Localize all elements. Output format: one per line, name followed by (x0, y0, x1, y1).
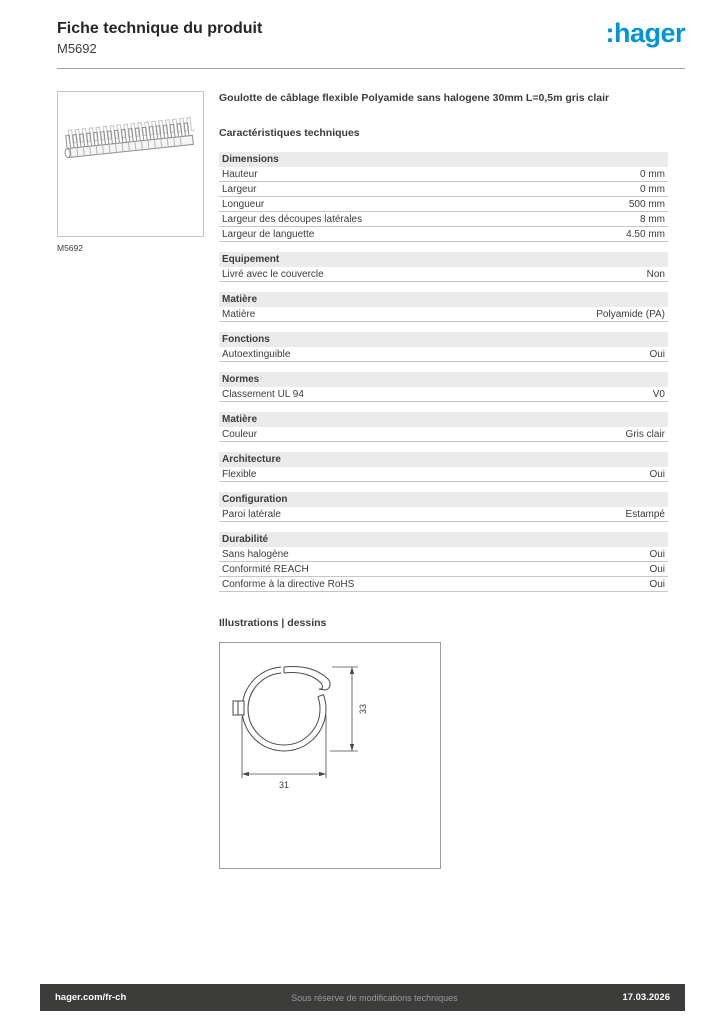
spec-value: 500 mm (628, 198, 665, 210)
spec-value: 0 mm (640, 183, 665, 195)
spec-label: Hauteur (222, 168, 258, 180)
spec-section-title: Architecture (219, 452, 668, 467)
spec-column (219, 91, 668, 869)
spec-section-title: Durabilité (219, 532, 668, 547)
spec-row (219, 467, 668, 482)
footer-link[interactable]: hager.com/fr-ch (55, 992, 127, 1003)
spec-value: 8 mm (640, 213, 665, 225)
spec-row (219, 227, 668, 242)
spec-section-title: Configuration (219, 492, 668, 507)
spec-label: Conformité REACH (222, 563, 309, 575)
spec-label: Classement UL 94 (222, 388, 304, 400)
spec-row (219, 387, 668, 402)
spec-value: Estampé (625, 508, 665, 520)
spec-section (219, 252, 668, 282)
spec-sections (219, 152, 668, 592)
dimension-width-label: 31 (278, 780, 290, 791)
spec-row (219, 547, 668, 562)
spec-label: Couleur (222, 428, 258, 440)
product-description: Goulotte de câblage flexible Polyamide sans halogene 30mm L=0,5m gris clair (219, 92, 610, 104)
dimension-height-label: 33 (358, 704, 368, 715)
spec-label: Largeur des découpes latérales (222, 213, 363, 225)
spec-label: Longueur (222, 198, 265, 210)
spec-value: 0 mm (640, 168, 665, 180)
product-image-frame (57, 91, 204, 237)
spec-label: Livré avec le couvercle (222, 268, 324, 280)
spec-row (219, 562, 668, 577)
spec-row (219, 267, 668, 282)
spec-row (219, 427, 668, 442)
spec-section-title: Fonctions (219, 332, 668, 347)
cross-section-drawing (220, 643, 440, 868)
technical-drawing-frame (219, 642, 441, 869)
page-title: Fiche technique du produit (57, 20, 263, 37)
spec-section-title: Matière (219, 292, 668, 307)
product-reference: M5692 (57, 41, 97, 56)
spec-section (219, 152, 668, 242)
product-image-column (57, 91, 205, 869)
spec-label: Sans halogène (222, 548, 289, 560)
spec-value: V0 (652, 388, 665, 400)
footer (40, 984, 685, 1011)
spec-value: Oui (649, 578, 665, 590)
spec-value: Oui (649, 563, 665, 575)
spec-label: Conforme à la directive RoHS (222, 578, 355, 590)
spec-label: Paroi latérale (222, 508, 281, 520)
spec-section-title: Matière (219, 412, 668, 427)
content (0, 69, 724, 869)
spec-row (219, 347, 668, 362)
spec-row (219, 212, 668, 227)
header-titles (57, 20, 262, 56)
spec-section (219, 412, 668, 442)
illustrations-title: Illustrations | dessins (219, 617, 327, 630)
spec-row (219, 167, 668, 182)
spec-section (219, 292, 668, 322)
spec-value: Oui (649, 468, 665, 480)
spec-section-title: Normes (219, 372, 668, 387)
footer-note: Sous réserve de modifications techniques (291, 992, 458, 1003)
spec-section (219, 452, 668, 482)
hager-logo: :hager (605, 18, 685, 48)
spec-label: Largeur de languette (222, 228, 315, 240)
footer-date: 17.03.2026 (622, 992, 670, 1003)
spec-section (219, 372, 668, 402)
spec-row (219, 182, 668, 197)
spec-section (219, 532, 668, 592)
header (0, 0, 724, 56)
spec-value: 4.50 mm (626, 228, 665, 240)
spec-row (219, 507, 668, 522)
spec-row (219, 307, 668, 322)
characteristics-title: Caractéristiques techniques (219, 127, 360, 140)
spec-section (219, 332, 668, 362)
product-image-caption: M5692 (57, 243, 83, 253)
spec-value: Non (646, 268, 665, 280)
spec-value: Oui (649, 548, 665, 560)
spec-row (219, 577, 668, 592)
spec-label: Matière (222, 308, 256, 320)
spec-row (219, 197, 668, 212)
spec-label: Autoextinguible (222, 348, 291, 360)
spec-label: Flexible (222, 468, 257, 480)
spec-value: Gris clair (625, 428, 665, 440)
spec-value: Polyamide (PA) (596, 308, 665, 320)
spec-label: Largeur (222, 183, 257, 195)
spec-value: Oui (649, 348, 665, 360)
product-image (59, 99, 203, 229)
spec-section-title: Equipement (219, 252, 668, 267)
spec-section-title: Dimensions (219, 152, 668, 167)
spec-section (219, 492, 668, 522)
